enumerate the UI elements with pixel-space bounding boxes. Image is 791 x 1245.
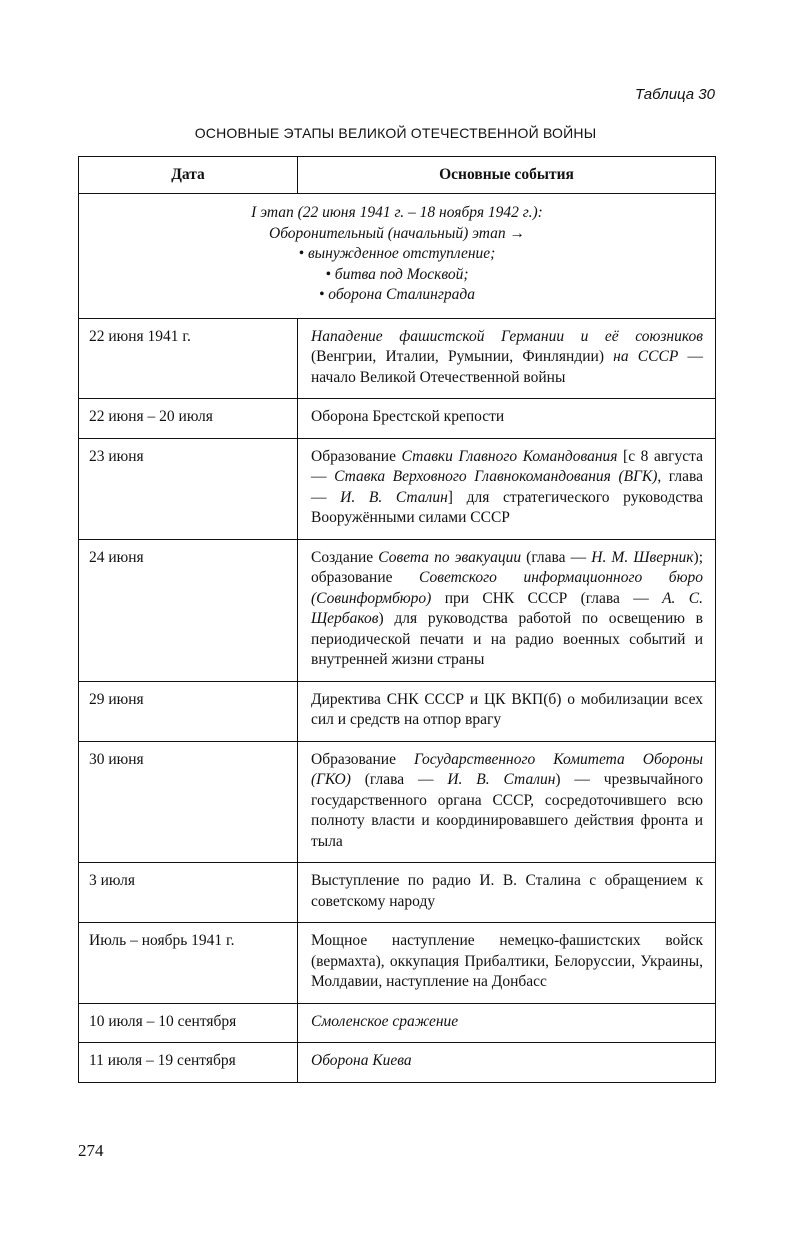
table-row: [79, 1043, 716, 1083]
row-date: 29 июня: [79, 681, 298, 741]
row-date: 23 июня: [79, 438, 298, 539]
stage-title: I этап (22 июня 1941 г. – 18 ноября 1942 г.):: [251, 204, 543, 221]
stage-bullet: • битва под Москвой;: [325, 265, 469, 283]
row-events: Смоленское сражение: [298, 1003, 716, 1043]
table-row: [79, 438, 716, 539]
row-events: Образование Ставки Главного Командования [с 8 августа — Ставка Верховного Главнокомандования (ВГК), глава — И. В. Сталин] для стратегического руководства Вооружёнными силами СССР: [298, 438, 716, 539]
row-date: 22 июня – 20 июля: [79, 399, 298, 439]
row-events: Мощное наступление немецко-фашистских войск (вермахта), оккупация Прибалтики, Белоруссии, Украины, Молдавии, наступление на Донбасс: [298, 923, 716, 1004]
table-row: [79, 681, 716, 741]
table-row: [79, 318, 716, 399]
row-events: Оборона Киева: [298, 1043, 716, 1083]
stage-cell: [79, 194, 716, 319]
row-date: 10 июля – 10 сентября: [79, 1003, 298, 1043]
stage-subtitle: Оборонительный (начальный) этап →: [269, 224, 525, 242]
page-number: 274: [78, 1141, 104, 1160]
page-title: ОСНОВНЫЕ ЭТАПЫ ВЕЛИКОЙ ОТЕЧЕСТВЕННОЙ ВОЙНЫ: [194, 125, 597, 141]
row-events: Выступление по радио И. В. Сталина с обращением к советскому народу: [298, 863, 716, 923]
table-caption: Таблица 30: [634, 86, 715, 103]
row-events: Оборона Брестской крепости: [298, 399, 716, 439]
table-header-row: [79, 157, 716, 194]
stage-row: [79, 194, 716, 319]
table-row: [79, 539, 716, 681]
row-date: 3 июля: [79, 863, 298, 923]
row-date: 30 июня: [79, 741, 298, 863]
header-events: Основные события: [298, 157, 716, 194]
row-date: Июль – ноябрь 1941 г.: [79, 923, 298, 1004]
row-date: 24 июня: [79, 539, 298, 681]
table-row: [79, 863, 716, 923]
stages-table: [78, 156, 716, 1083]
row-date: 11 июля – 19 сентября: [79, 1043, 298, 1083]
row-events: Нападение фашистской Германии и её союзников (Венгрии, Италии, Румынии, Финляндии) на СССР — начало Великой Отечественной войны: [298, 318, 716, 399]
table-row: [79, 923, 716, 1004]
table-row: [79, 1003, 716, 1043]
row-events: Создание Совета по эвакуации (глава — Н. М. Шверник); образование Советского информационного бюро (Совинформбюро) при СНК СССР (глава — А. С. Щербаков) для руководства работой по освещению в периодической печати и на радио военных событий и внутренней жизни страны: [298, 539, 716, 681]
table-row: [79, 741, 716, 863]
row-events: Директива СНК СССР и ЦК ВКП(б) о мобилизации всех сил и средств на отпор врагу: [298, 681, 716, 741]
row-date: 22 июня 1941 г.: [79, 318, 298, 399]
row-events: Образование Государственного Комитета Обороны (ГКО) (глава — И. В. Сталин) — чрезвычайного государственного органа СССР, сосредоточившего всю полноту власти и координировавшего действия фронта и тыла: [298, 741, 716, 863]
stage-bullet: • вынужденное отступление;: [298, 245, 496, 262]
stage-bullet: • оборона Сталинграда: [318, 286, 476, 303]
table-row: [79, 399, 716, 439]
header-date: Дата: [79, 157, 298, 194]
